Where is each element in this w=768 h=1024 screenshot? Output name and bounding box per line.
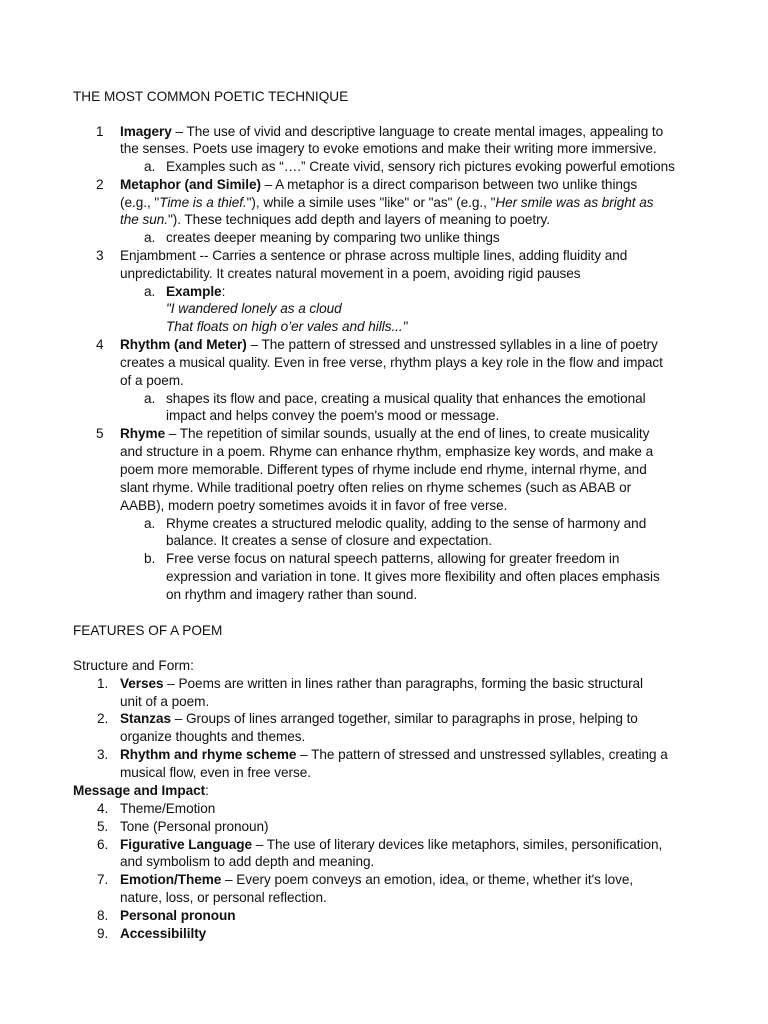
item-text: the senses. Poets use imagery to evoke emotions and make their writing more immersive. (120, 141, 657, 156)
term-rhythm-rhyme-scheme: Rhythm and rhyme scheme (120, 747, 297, 762)
term-verses: Verses (120, 676, 164, 691)
item-text: Tone (Personal pronoun) (120, 819, 269, 834)
quote-line: That floats on high o’er vales and hills..." (166, 319, 408, 334)
term-personal-pronoun: Personal pronoun (120, 908, 236, 923)
item-text: of a poem. (120, 373, 184, 388)
term-rhythm: Rhythm (and Meter) (120, 337, 247, 352)
item-text: (e.g., "Time is a thief."), while a simile uses "like" or "as" (e.g., "Her smile was as bright as (120, 195, 654, 210)
sub-item-text: Examples such as “….” Create vivid, sensory rich pictures evoking powerful emotions (166, 159, 675, 174)
item-text: and structure in a poem. Rhyme can enhance rhythm, emphasize key words, and make a (120, 444, 654, 459)
item-number: 5. (97, 819, 109, 834)
term-metaphor: Metaphor (and Simile) (120, 177, 261, 192)
item-text: – Groups of lines arranged together, similar to paragraphs in prose, helping to (171, 711, 638, 726)
item-number: 3 (96, 248, 104, 263)
section-title-poetic-technique: THE MOST COMMON POETIC TECHNIQUE (73, 89, 349, 104)
item-text: – The pattern of stressed and unstressed syllables in a line of poetry (246, 337, 658, 352)
subheading-structure: Structure and Form: (73, 658, 194, 673)
sub-item-label: a. (144, 284, 156, 299)
item-text: – The pattern of stressed and unstressed syllables, creating a (296, 747, 668, 762)
sub-item-label: a. (144, 159, 156, 174)
sub-item-label: a. (144, 391, 156, 406)
item-text: Theme/Emotion (120, 801, 216, 816)
term-figurative-language: Figurative Language (120, 837, 252, 852)
item-text: the sun."). These techniques add depth and layers of meaning to poetry. (120, 212, 551, 227)
sub-item-text: Free verse focus on natural speech patterns, allowing for greater freedom in (166, 551, 620, 566)
item-number: 7. (97, 872, 109, 887)
item-text: – A metaphor is a direct comparison between two unlike things (260, 177, 638, 192)
item-number: 2. (97, 711, 109, 726)
item-text: – The repetition of similar sounds, usually at the end of lines, to create musicality (165, 426, 650, 441)
item-text: – The use of vivid and descriptive language to create mental images, appealing to (171, 124, 664, 139)
item-text: unit of a poem. (120, 694, 210, 709)
item-number: 1. (97, 676, 109, 691)
item-text: creates a musical quality. Even in free verse, rhythm plays a key role in the flow and impact (120, 355, 663, 370)
term-imagery: Imagery (120, 124, 172, 139)
item-number: 3. (97, 747, 109, 762)
item-number: 6. (97, 837, 109, 852)
item-text: Enjambment -- Carries a sentence or phrase across multiple lines, adding fluidity and (120, 248, 628, 263)
item-text: poem more memorable. Different types of rhyme include end rhyme, internal rhyme, and (120, 462, 647, 477)
item-number: 8. (97, 908, 109, 923)
term-emotion-theme: Emotion/Theme (120, 872, 222, 887)
sub-item-text: balance. It creates a sense of closure and expectation. (166, 533, 492, 548)
item-number: 4 (96, 337, 104, 352)
sub-item-label: a. (144, 516, 156, 531)
sub-item-text: shapes its flow and pace, creating a musical quality that enhances the emotional (166, 391, 646, 406)
item-text: – Every poem conveys an emotion, idea, or theme, whether it's love, (221, 872, 634, 887)
sub-item-text: expression and variation in tone. It gives more flexibility and often places emphasis (166, 569, 660, 584)
sub-item-text: creates deeper meaning by comparing two unlike things (166, 230, 500, 245)
item-number: 9. (97, 926, 109, 941)
item-number: 5 (96, 426, 104, 441)
item-text: and symbolism to add depth and meaning. (120, 854, 375, 869)
sub-item-label: a. (144, 230, 156, 245)
item-number: 4. (97, 801, 109, 816)
term-accessibility: Accessibililty (120, 926, 207, 941)
item-number: 1 (96, 124, 104, 139)
term-rhyme: Rhyme (120, 426, 166, 441)
document-page: THE MOST COMMON POETIC TECHNIQUE 1 Imagery – The use of vivid and descriptive language to create mental images, appealing to the senses. Poets use imagery to evoke emotions and make their writing more immersive. a. Examples such as “….” Create vivid, sensory rich pictures evoking powerful emotions 2 Metaphor (and Simile) – A metaphor is a direct comparison between two unlike things (e.g., "Time is a thief."), while a simile uses "like" or "as" (e.g., "Her smile was as bright as the sun."). These techniques add depth and layers of meaning to poetry. a. creates deeper meaning by comparing two unlike things 3 Enjambment -- Carries a sentence or phrase across multiple lines, adding fluidity and unpredictability. It creates natural movement in a poem, avoiding rigid pauses a. Example: "I wandered lonely as a cloud That floats on high o’er vales and hills..." 4 Rhythm (and Meter) – The pattern of stressed and unstressed syllables in a line of poetry creates a musical quality. Even in free verse, rhythm plays a key role in the flow and impact of a poem. a. shapes its flow and pace, creating a musical quality that enhances the emotional impact and helps convey the poem's mood or message. 5 Rhyme – The repetition of similar sounds, usually at the end of lines, to create musicality and structure in a poem. Rhyme can enhance rhythm, emphasize key words, and make a poem more memorable. Different types of rhyme include end rhyme, internal rhyme, and slant rhyme. While traditional poetry often relies on rhyme schemes (such as ABAB or AABB), modern poetry sometimes avoids it in favor of free verse. a. Rhyme creates a structured melodic quality, adding to the sense of harmony and balance. It creates a sense of closure and expectation. b. Free verse focus on natural speech patterns, allowing for greater freedom in expression and variation in tone. It gives more flexibility and often places emphasis on rhythm and imagery rather than sound. FEATURES OF A POEM Structure and Form: 1. Verses – Poems are written in lines rather than paragraphs, forming the basic structural unit of a poem. 2. Stanzas – Groups of lines arranged together, similar to paragraphs in prose, helping to organize thoughts and themes. 3. Rhythm and rhyme scheme – The pattern of stressed and unstressed syllables, creating a musical flow, even in free verse. Message and Impact: 4. Theme/Emotion 5. Tone (Personal pronoun) 6. Figurative Language – The use of literary devices like metaphors, similes, personification, and symbolism to add depth and meaning. 7. Emotion/Theme – Every poem conveys an emotion, idea, or theme, whether it's love, nature, loss, or personal reflection. 8. Personal pronoun 9. Accessibililty (73, 89, 675, 941)
item-text: – The use of literary devices like metaphors, similes, personification, (252, 837, 663, 852)
sub-item-label: b. (144, 551, 156, 566)
item-text: organize thoughts and themes. (120, 729, 306, 744)
item-text: unpredictability. It creates natural movement in a poem, avoiding rigid pauses (120, 266, 581, 281)
item-text: musical flow, even in free verse. (120, 765, 312, 780)
term-stanzas: Stanzas (120, 711, 172, 726)
item-text: slant rhyme. While traditional poetry often relies on rhyme schemes (such as ABAB or (120, 480, 632, 495)
item-text: nature, loss, or personal reflection. (120, 890, 327, 905)
sub-item-text: impact and helps convey the poem's mood or message. (166, 408, 500, 423)
sub-item-text: Rhyme creates a structured melodic quality, adding to the sense of harmony and (166, 516, 647, 531)
item-text: – Poems are written in lines rather than paragraphs, forming the basic structural (163, 676, 644, 691)
sub-item-text: on rhythm and imagery rather than sound. (166, 587, 418, 602)
example-label: Example (166, 284, 222, 299)
item-text: AABB), modern poetry sometimes avoids it in favor of free verse. (120, 498, 508, 513)
section-title-features: FEATURES OF A POEM (73, 623, 223, 638)
quote-line: "I wandered lonely as a cloud (166, 301, 342, 316)
item-number: 2 (96, 177, 104, 192)
